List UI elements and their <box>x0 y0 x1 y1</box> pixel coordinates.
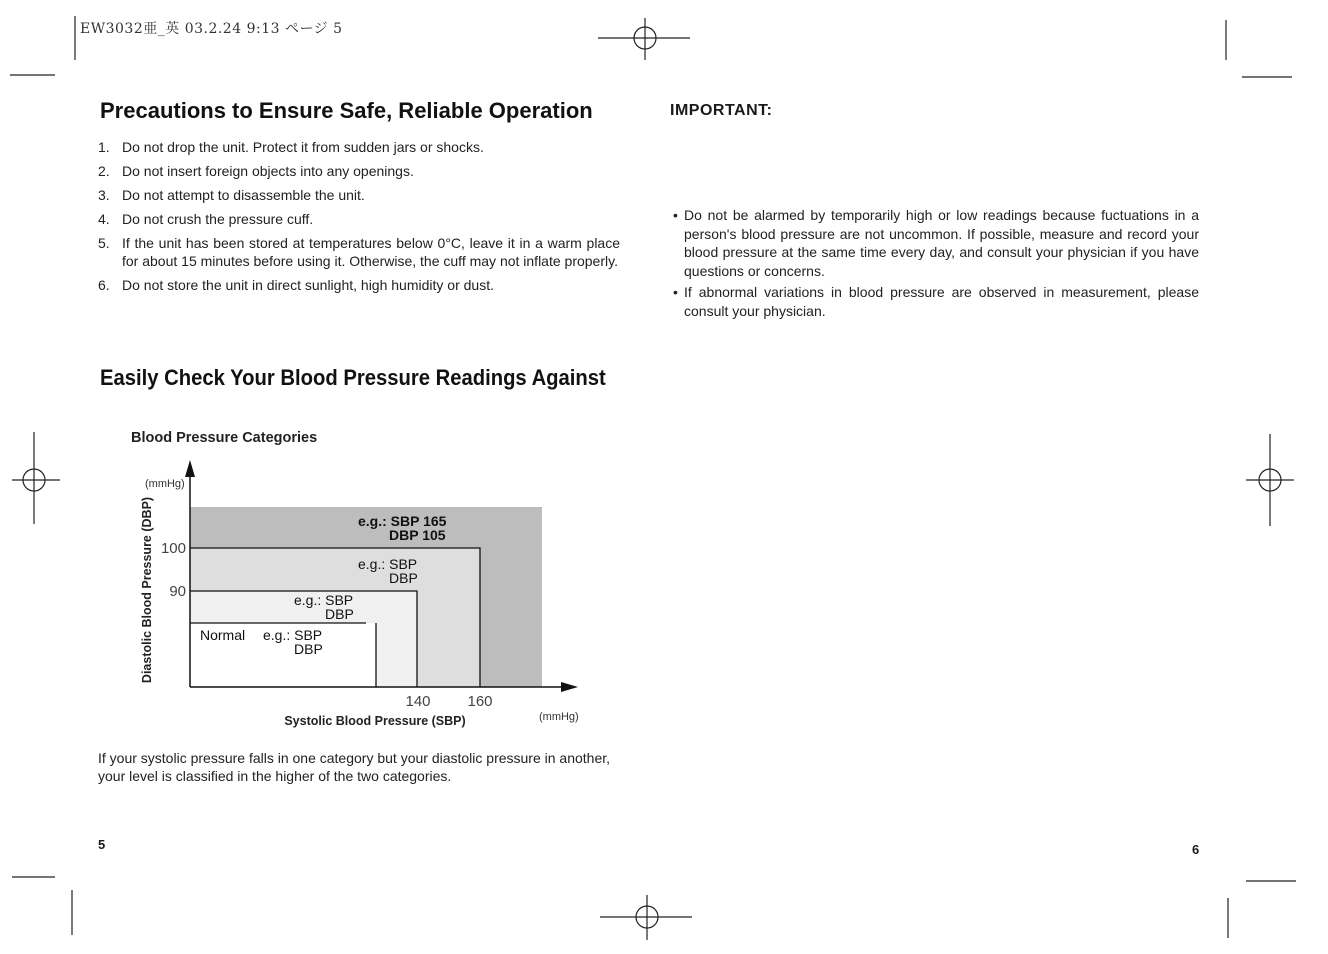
important-title: IMPORTANT: <box>670 102 773 119</box>
precautions-title: Precautions to Ensure Safe, Reliable Operation <box>100 98 593 123</box>
classification-note: If your systolic pressure falls in one category but your diastolic pressure in another, your level is classified in the higher of the two categories. <box>98 750 611 784</box>
item-text: Do not insert foreign objects into any openings. <box>122 163 414 179</box>
item-text: Do not crush the pressure cuff. <box>122 211 314 227</box>
list-item <box>673 206 1199 280</box>
item-number: 3. <box>98 187 110 203</box>
item-number: 1. <box>98 139 110 155</box>
item-text: Do not drop the unit. Protect it from sudden jars or shocks. <box>122 139 484 155</box>
y-unit-label: (mmHg) <box>145 478 185 490</box>
mid-example-sbp: e.g.: SBP <box>294 592 354 608</box>
y-axis-label: Diastolic Blood Pressure (DBP) <box>140 496 154 684</box>
page-number-right: 6 <box>1192 842 1200 857</box>
item-number: 6. <box>98 277 110 293</box>
item-number: 5. <box>98 235 110 251</box>
page-number-left: 5 <box>98 837 106 852</box>
highest-example-sbp: e.g.: SBP 165 <box>358 513 447 529</box>
normal-label: Normal <box>200 627 246 643</box>
y-axis-arrow <box>185 460 195 477</box>
item-text: If the unit has been stored at temperatures below 0°C, leave it in a warm place for about 15 minutes before using it. Otherwise, the cuff may not inflate properly. <box>122 235 620 269</box>
high-example-sbp: e.g.: SBP <box>358 556 418 572</box>
normal-example-dbp: DBP <box>294 641 323 657</box>
y-tick-label: 100 <box>160 540 186 557</box>
bullet-text: If abnormal variations in blood pressure are observed in measurement, please consult your physician. <box>684 284 1199 319</box>
y-tick-label: 90 <box>169 583 186 600</box>
blood-pressure-chart <box>0 0 640 740</box>
mid-example-dbp: DBP <box>325 606 354 622</box>
item-number: 2. <box>98 163 110 179</box>
highest-example-dbp: DBP 105 <box>389 527 446 543</box>
normal-example-sbp: e.g.: SBP <box>263 627 323 643</box>
chart-title: Blood Pressure Categories <box>131 430 318 446</box>
bullet-icon: • <box>673 284 678 300</box>
x-unit-label: (mmHg) <box>539 711 579 723</box>
important-list <box>673 206 1199 323</box>
bullet-icon: • <box>673 207 678 223</box>
list-item <box>673 283 1199 320</box>
x-tick-label: 140 <box>405 693 431 710</box>
item-number: 4. <box>98 211 110 227</box>
x-axis-label: Systolic Blood Pressure (SBP) <box>284 714 466 728</box>
high-example-dbp: DBP <box>389 570 418 586</box>
item-text: Do not attempt to disassemble the unit. <box>122 187 365 203</box>
easily-check-title: Easily Check Your Blood Pressure Readings Against <box>100 365 606 390</box>
x-tick-label: 160 <box>467 693 493 710</box>
bullet-text: Do not be alarmed by temporarily high or low readings because fuctuations in a person's blood pressure are not uncommon. If possible, measure and record your blood pressure at the same time every day, and consult your physician if you have questions or concerns. <box>684 207 1199 279</box>
print-header: EW3032亜_英 03.2.24 9:13 ページ 5 <box>80 21 343 37</box>
x-axis-arrow <box>561 682 578 692</box>
item-text: Do not store the unit in direct sunlight, high humidity or dust. <box>122 277 494 293</box>
